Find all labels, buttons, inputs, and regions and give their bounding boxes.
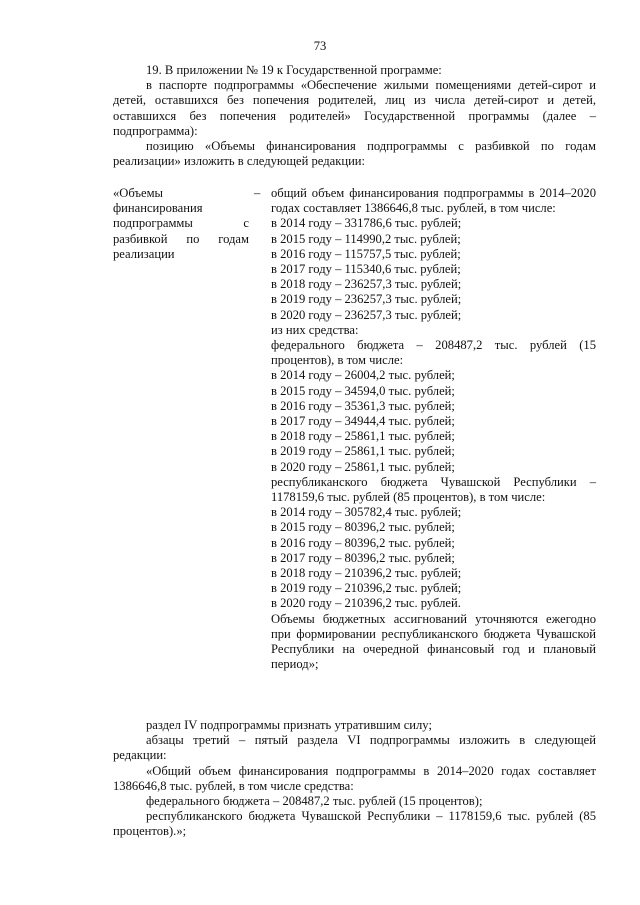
intro-block [113,63,596,169]
paragraph: в паспорте подпрограммы «Обеспечение жилыми помещениями детей-сирот и детей, оставшихся без попечения родителей, лиц из числа детей-сирот и детей, оставшихся без попечения родителей» Государственной программы (далее – подпрограмма): [113,78,596,138]
value-line: Объемы бюджетных ассигнований уточняются ежегодно при формировании республиканского бюджета Чувашской Республики на очередной финансовый год и плановый период»; [271,611,596,672]
value-line: в 2018 году – 210396,2 тыс. рублей; [271,566,462,581]
value-line: в 2020 году – 210396,2 тыс. рублей. [271,596,461,611]
value-line: в 2019 году – 236257,3 тыс. рублей; [271,292,462,307]
value-line: из них средства: [271,322,359,337]
value-line: в 2020 году – 236257,3 тыс. рублей; [271,307,462,322]
value-line: в 2016 году – 115757,5 тыс. рублей; [271,246,461,261]
value-line: в 2019 году – 25861,1 тыс. рублей; [271,444,455,459]
value-line: в 2014 году – 26004,2 тыс. рублей; [271,368,455,383]
paragraph: федерального бюджета – 208487,2 тыс. рублей (15 процентов); [146,794,483,809]
position-name: «Объемы финансирования подпрограммы с разбивкой по годам реализации [113,186,249,261]
value-line: в 2014 году – 305782,4 тыс. рублей; [271,505,462,520]
paragraph: республиканского бюджета Чувашской Республики – 1178159,6 тыс. рублей (85 процентов).»; [113,809,596,839]
page-number: 73 [313,39,327,53]
value-line: в 2015 году – 114990,2 тыс. рублей; [271,231,461,246]
paragraph: позицию «Объемы финансирования подпрограммы с разбивкой по годам реализации» изложить в следующей редакции: [113,139,596,169]
value-line: республиканского бюджета Чувашской Республики – 1178159,6 тыс. рублей (85 процентов), в том числе: [271,474,596,505]
value-line: в 2015 году – 80396,2 тыс. рублей; [271,520,455,535]
value-line: федерального бюджета – 208487,2 тыс. рублей (15 процентов), в том числе: [271,338,596,368]
closing-block [113,718,596,840]
position-value [271,186,596,673]
value-line: в 2018 году – 25861,1 тыс. рублей; [271,429,455,444]
paragraph: «Общий объем финансирования подпрограммы в 2014–2020 годах составляет 1386646,8 тыс. рублей, в том числе средства: [113,763,596,793]
value-line: в 2018 году – 236257,3 тыс. рублей; [271,277,462,292]
paragraph: абзацы третий – пятый раздела VI подпрограммы изложить в следующей редакции: [113,733,596,763]
value-line: в 2016 году – 35361,3 тыс. рублей; [271,398,455,413]
value-line: в 2016 году – 80396,2 тыс. рублей; [271,535,455,550]
paragraph: 19. В приложении № 19 к Государственной программе: [146,63,442,77]
value-line: в 2020 году – 25861,1 тыс. рублей; [271,459,455,474]
value-line: в 2017 году – 115340,6 тыс. рублей; [271,262,461,277]
value-line: общий объем финансирования подпрограммы в 2014–2020 годах составляет 1386646,8 тыс. рублей, в том числе: [271,186,596,216]
separator-dash: – [254,186,261,200]
paragraph: раздел IV подпрограммы признать утратившим силу; [146,718,432,732]
value-line: в 2017 году – 34944,4 тыс. рублей; [271,414,455,429]
value-line: в 2017 году – 80396,2 тыс. рублей; [271,550,455,565]
value-line: в 2019 году – 210396,2 тыс. рублей; [271,581,462,596]
value-line: в 2014 году – 331786,6 тыс. рублей; [271,216,462,231]
value-line: в 2015 году – 34594,0 тыс. рублей; [271,383,455,398]
